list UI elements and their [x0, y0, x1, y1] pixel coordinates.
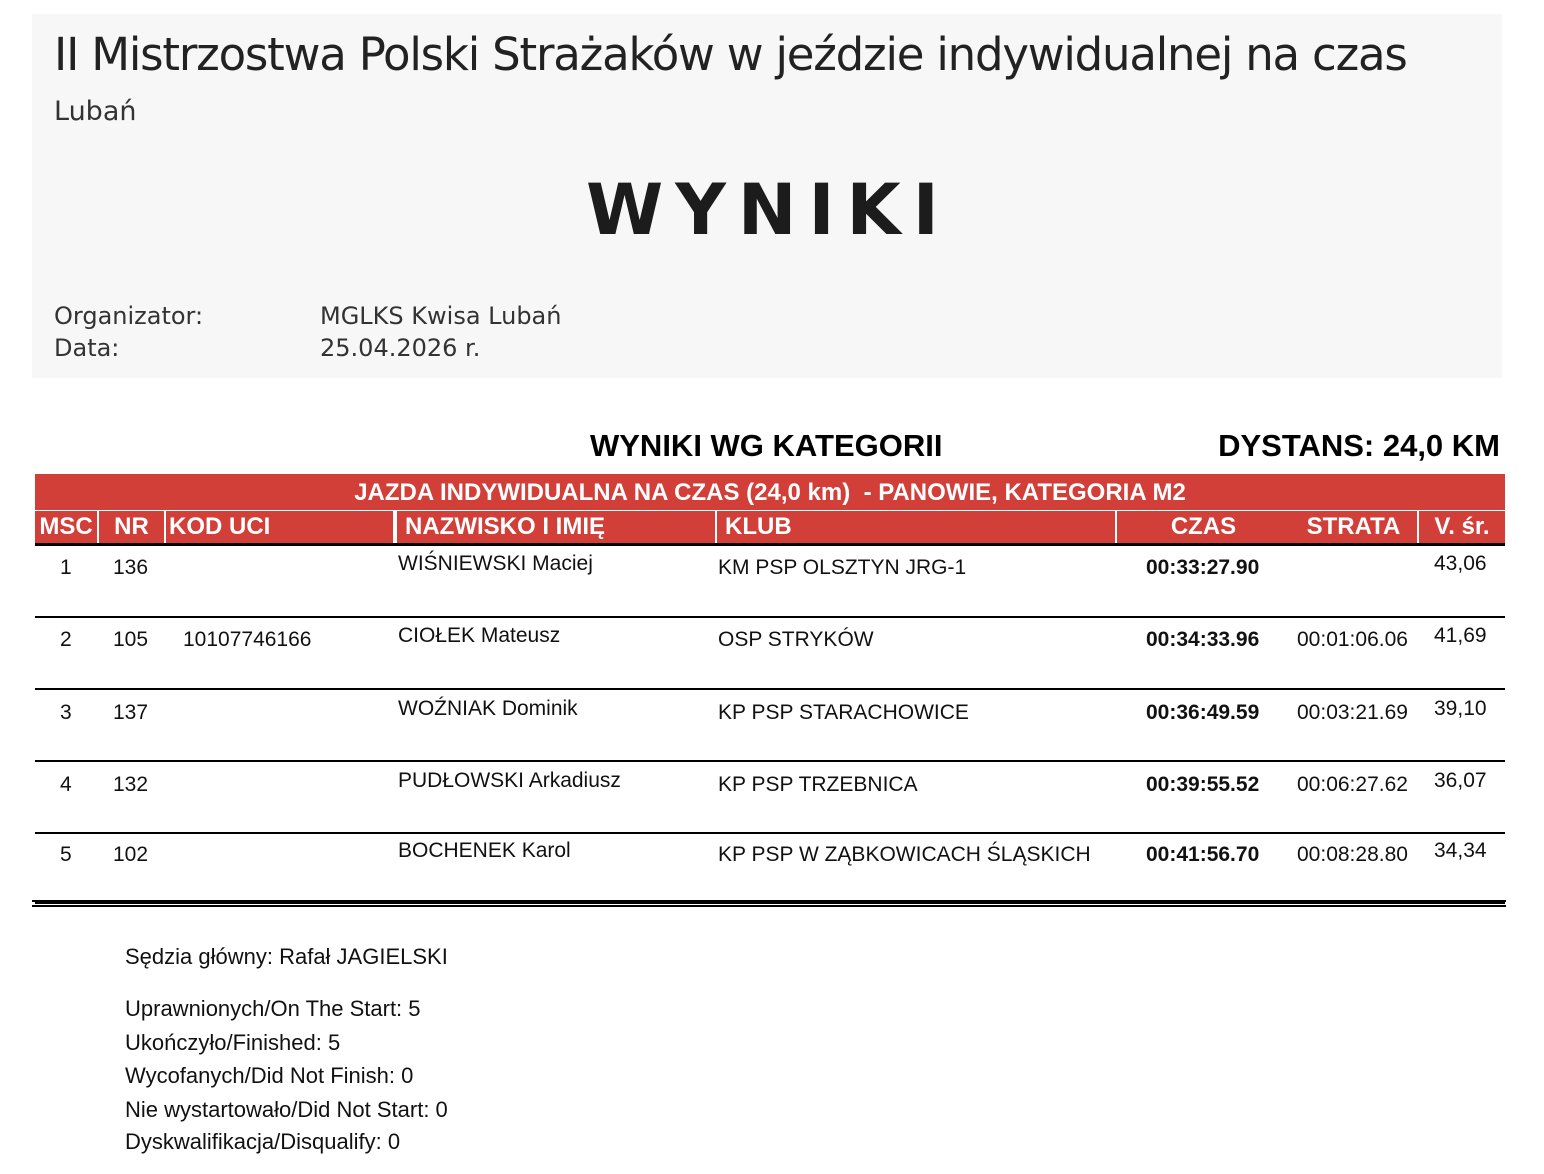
place: 1 [60, 556, 72, 579]
place: 5 [60, 843, 72, 866]
table-end-rule [32, 905, 1506, 907]
date-value: 25.04.2026 r. [320, 334, 481, 362]
finish-time: 00:36:49.59 [1146, 701, 1260, 724]
average-speed: 41,69 [1434, 624, 1487, 647]
bib-number: 102 [113, 843, 149, 866]
event-location: Lubań [54, 96, 137, 127]
rider-name: CIOŁEK Mateusz [398, 624, 561, 647]
organizer-label: Organizator: [54, 302, 204, 330]
stat-did-not-finish: Wycofanych/Did Not Finish: 0 [125, 1063, 414, 1088]
table-row [35, 690, 1505, 762]
stat-did-not-start: Nie wystartowało/Did Not Start: 0 [125, 1097, 448, 1122]
average-speed: 36,07 [1434, 769, 1487, 792]
table-row [35, 618, 1505, 690]
date-label: Data: [54, 334, 120, 362]
column-header-kod-uci: KOD UCI [166, 511, 393, 543]
event-title: II Mistrzostwa Polski Strażaków w jeździe indywidualnej na czas [54, 28, 1407, 81]
club: OSP STRYKÓW [718, 628, 874, 651]
rider-name: WIŚNIEWSKI Maciej [398, 552, 593, 575]
place: 3 [60, 701, 72, 724]
average-speed: 43,06 [1434, 552, 1487, 575]
column-header-time: CZAS [1117, 511, 1290, 543]
average-speed: 34,34 [1434, 839, 1487, 862]
column-header-nr: NR [99, 511, 164, 543]
distance-label: DYSTANS: 24,0 KM [1218, 428, 1500, 463]
table-row [35, 546, 1505, 618]
organizer-value: MGLKS Kwisa Lubań [320, 302, 562, 330]
results-by-category-title: WYNIKI WG KATEGORII [590, 428, 943, 463]
club: KP PSP TRZEBNICA [718, 773, 918, 796]
finish-time: 00:33:27.90 [1146, 556, 1260, 579]
column-header-msc: MSC [35, 511, 97, 543]
event-banner [32, 14, 1502, 378]
column-header-club: KLUB [717, 511, 1115, 543]
bib-number: 137 [113, 701, 149, 724]
stat-on-start: Uprawnionych/On The Start: 5 [125, 996, 421, 1021]
column-header-name: NAZWISKO I IMIĘ [397, 511, 715, 543]
finish-time: 00:39:55.52 [1146, 773, 1260, 796]
table-row [35, 762, 1505, 834]
finish-time: 00:41:56.70 [1146, 843, 1260, 866]
club: KM PSP OLSZTYN JRG-1 [718, 556, 967, 579]
stat-disqualified: Dyskwalifikacja/Disqualify: 0 [125, 1129, 401, 1154]
finish-time: 00:34:33.96 [1146, 628, 1260, 651]
bib-number: 136 [113, 556, 149, 579]
uci-code: 10107746166 [183, 628, 312, 651]
time-gap: 00:06:27.62 [1297, 773, 1408, 796]
stat-finished: Ukończyło/Finished: 5 [125, 1030, 341, 1055]
table-end-rule [32, 900, 1506, 902]
rider-name: WOŹNIAK Dominik [398, 697, 578, 720]
rider-name: BOCHENEK Karol [398, 839, 571, 862]
club: KP PSP W ZĄBKOWICACH ŚLĄSKICH [718, 843, 1091, 866]
time-gap: 00:03:21.69 [1297, 701, 1408, 724]
time-gap: 00:08:28.80 [1297, 843, 1408, 866]
club: KP PSP STARACHOWICE [718, 701, 969, 724]
bib-number: 132 [113, 773, 149, 796]
bib-number: 105 [113, 628, 149, 651]
table-row [35, 832, 1505, 904]
category-title-bar: JAZDA INDYWIDUALNA NA CZAS (24,0 km) - PANOWIE, KATEGORIA M2 [35, 474, 1505, 510]
time-gap: 00:01:06.06 [1297, 628, 1408, 651]
chief-judge: Sędzia główny: Rafał JAGIELSKI [125, 944, 448, 969]
place: 4 [60, 773, 72, 796]
column-header-speed: V. śr. [1419, 511, 1505, 543]
average-speed: 39,10 [1434, 697, 1487, 720]
column-header-gap: STRATA [1290, 511, 1417, 543]
results-heading: WYNIKI [586, 169, 951, 251]
place: 2 [60, 628, 72, 651]
rider-name: PUDŁOWSKI Arkadiusz [398, 769, 621, 792]
